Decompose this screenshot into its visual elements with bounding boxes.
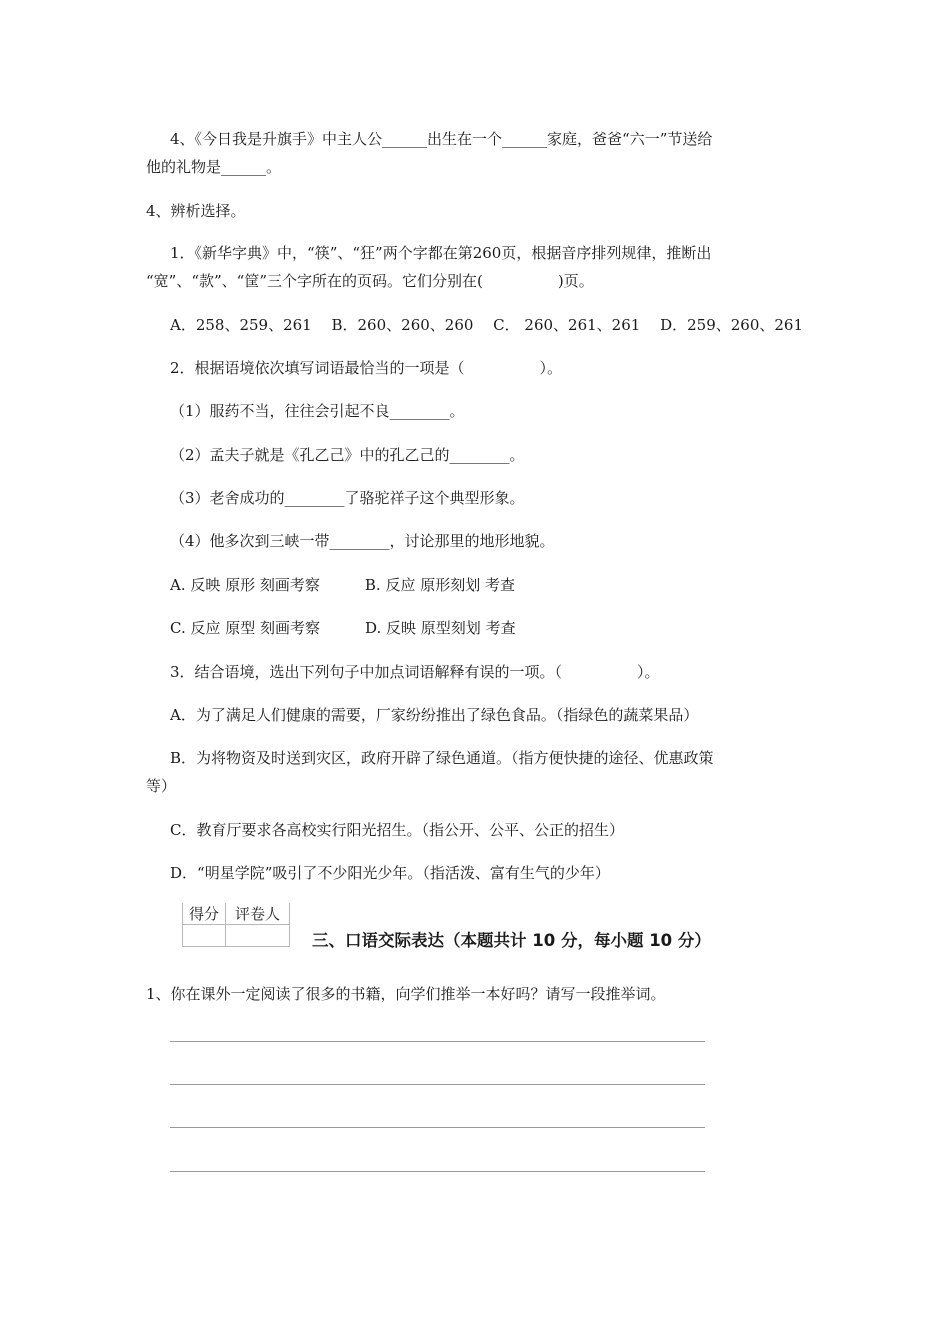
question-4-line-2: 他的礼物是______。 [146,158,282,176]
problem-2-sentence-1: （1）服药不当，往往会引起不良________。 [170,402,465,420]
answer-line-4[interactable] [170,1171,705,1172]
section-4-title: 4、辨析选择。 [146,202,246,220]
section-3-question-1: 1、你在课外一定阅读了很多的书籍，向学们推举一本好吗？请写一段推举词。 [146,985,666,1003]
grader-cell[interactable] [226,925,290,947]
problem-3-option-d: D．“明星学院”吸引了不少阳光少年。（指活泼、富有生气的少年） [170,864,610,882]
problem-2-sentence-2: （2）孟夫子就是《孔乙己》中的孔乙己的________。 [170,446,525,464]
problem-3-stem: 3．结合语境，选出下列句子中加点词语解释有误的一项。（ ）。 [170,663,660,681]
problem-3-option-a: A．为了满足人们健康的需要，厂家纷纷推出了绿色食品。（指绿色的蔬菜果品） [170,706,699,724]
problem-3-option-c: C．教育厅要求各高校实行阳光招生。（指公开、公平、公正的招生） [170,821,624,839]
problem-3-option-b-line-2: 等） [146,777,177,795]
problem-2-sentence-4: （4）他多次到三峡一带________，讨论那里的地形地貌。 [170,532,555,550]
question-4-line-1: 4、《今日我是升旗手》中主人公______出生在一个______家庭，爸爸“六一”节送给 [170,130,713,148]
answer-line-3[interactable] [170,1127,705,1128]
answer-line-1[interactable] [170,1041,705,1042]
score-box [182,903,290,947]
problem-1-line-1: 1．《新华字典》中，“筷”、“狂”两个字都在第260页，根据音序排列规律，推断出 [170,244,712,262]
score-label: 得分 [183,903,226,925]
problem-1-line-2: “宽”、“款”、“筐”三个字所在的页码。它们分别在( )页。 [146,272,594,290]
problem-1-options: A．258、259、261 B．260、260、260 C． 260、261、261 D．259、260、261 [170,316,803,334]
problem-2-sentence-3: （3）老舍成功的________了骆驼祥子这个典型形象。 [170,489,525,507]
grader-label: 评卷人 [226,903,290,925]
problem-2-options-ab: A. 反映 原形 刻画考察 B. 反应 原形刻划 考查 [170,576,516,594]
problem-2-stem: 2．根据语境依次填写词语最恰当的一项是（ ）。 [170,359,563,377]
problem-3-option-b-line-1: B．为将物资及时送到灾区，政府开辟了绿色通道。（指方便快捷的途径、优惠政策 [170,749,714,767]
section-3-heading: 三、口语交际表达（本题共计 10 分，每小题 10 分） [312,931,711,950]
score-cell[interactable] [183,925,226,947]
problem-2-options-cd: C. 反应 原型 刻画考察 D. 反映 原型刻划 考查 [170,619,516,637]
answer-line-2[interactable] [170,1084,705,1085]
